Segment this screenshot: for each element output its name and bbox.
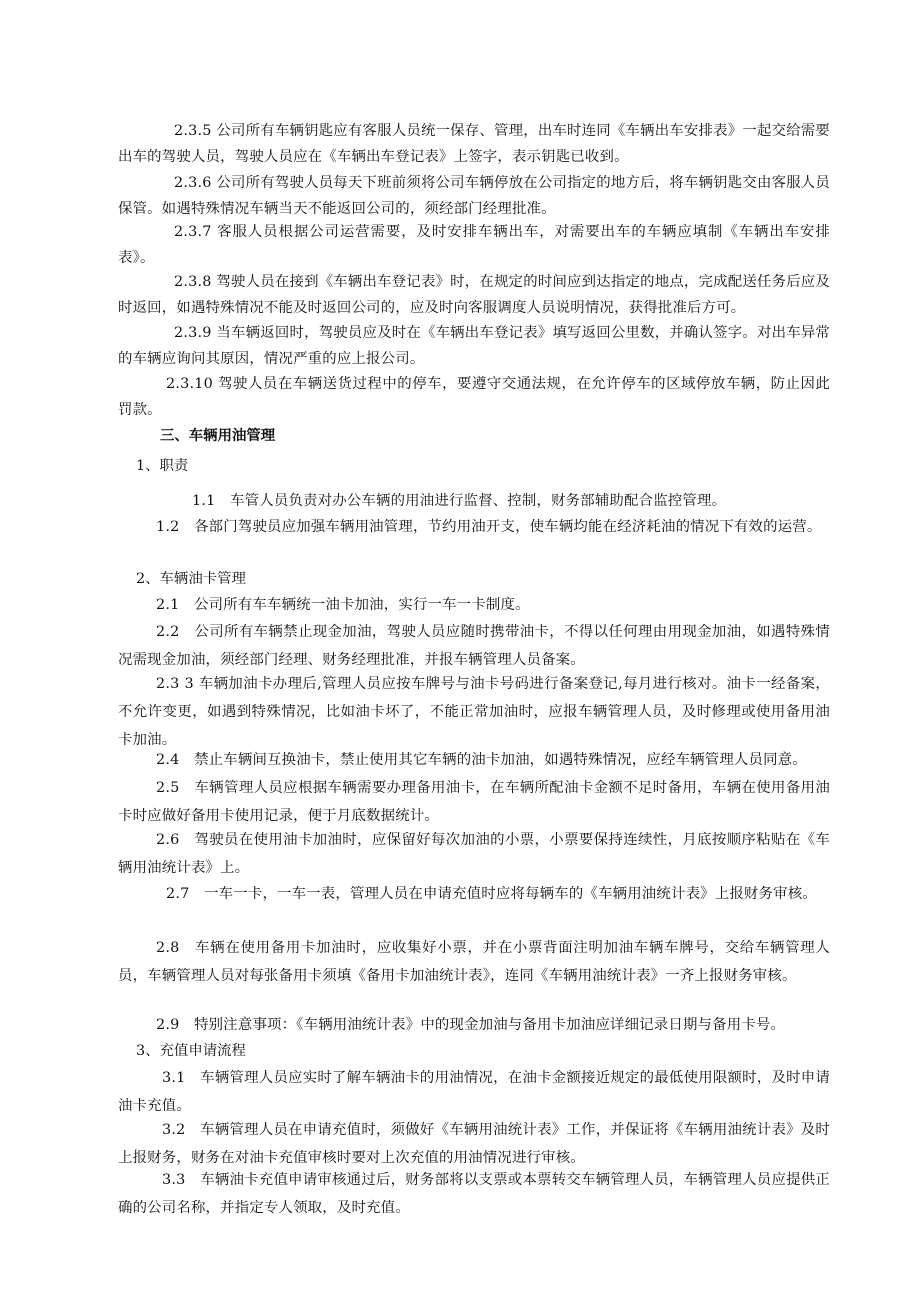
paragraph-text: 车辆加油卡办理后,管理人员应按车牌号与油卡号码进行备案登记,每月进行核对。油卡一经备案，不允许变更，如遇到特殊情况，比如油卡坏了，不能正常加油时，应报车辆管理人员，及时修理或使用备用油卡加油。 (118, 676, 831, 748)
paragraph-2-6 (118, 826, 830, 882)
subsection-title-recharge: 3、充值申请流程 (136, 1043, 246, 1059)
paragraph-text: 公司所有车车辆统一油卡加油，实行一车一卡制度。 (194, 597, 530, 613)
paragraph-1-1 (118, 488, 830, 514)
paragraph-number: 2.3.8 (174, 274, 217, 290)
paragraph-2-3-10 (118, 371, 830, 423)
paragraph-number: 2.4 (156, 752, 195, 768)
paragraph-text: 禁止车辆间互换油卡，禁止使用其它车辆的油卡加油，如遇特殊情况，应经车辆管理人员同意。 (194, 752, 807, 768)
paragraph-text: 驾驶员在使用油卡加油时，应保留好每次加油的小票，小票要保持连续性，月底按顺序粘贴在《车辆用油统计表》上。 (118, 832, 830, 876)
paragraph-2-9 (118, 1011, 830, 1039)
paragraph-2-3-6 (118, 170, 830, 222)
paragraph-number: 2.7 (166, 886, 205, 902)
paragraph-number: 2.8 (156, 940, 196, 956)
paragraph-text: 车辆管理人员应实时了解车辆油卡的用油情况，在油卡金额接近规定的最低使用限额时，及时申请油卡充值。 (118, 1070, 831, 1114)
paragraph-text: 当车辆返回时，驾驶员应及时在《车辆出车登记表》填写返回公里数，并确认签字。对出车异常的车辆应询问其原因，情况严重的应上报公司。 (118, 325, 831, 367)
paragraph-text: 车管人员负责对办公车辆的用油进行监督、控制，财务部辅助配合监控管理。 (230, 493, 727, 509)
paragraph-number: 3.2 (162, 1122, 201, 1138)
paragraph-number: 2.9 (156, 1017, 195, 1033)
paragraph-number: 3.3 (162, 1172, 201, 1188)
paragraph-2-1 (118, 592, 830, 618)
paragraph-number: 2.3.6 (174, 175, 217, 191)
paragraph-number: 2.5 (156, 780, 195, 796)
paragraph-number: 2.2 (156, 624, 195, 640)
paragraph-number: 2.3.7 (174, 224, 218, 240)
paragraph-number: 2.3.10 (166, 376, 219, 392)
paragraph-number: 2.6 (156, 832, 195, 848)
paragraph-text: 一车一卡，一车一表，管理人员在申请充值时应将每辆车的《车辆用油统计表》上报财务审核。 (204, 886, 817, 902)
paragraph-2-3-9 (118, 320, 830, 372)
paragraph-text: 车辆管理人员在申请充值时，须做好《车辆用油统计表》工作，并保证将《车辆用油统计表》及时上报财务，财务在对油卡充值审核时要对上次充值的用油情况进行审核。 (118, 1122, 831, 1166)
paragraph-2-4 (118, 746, 830, 774)
paragraph-text: 车辆在使用备用卡加油时，应收集好小票，并在小票背面注明加油车辆车牌号，交给车辆管理人员，车辆管理人员对每张备用卡须填《备用卡加油统计表》，连同《车辆用油统计表》一齐上报财务审核。 (118, 940, 831, 984)
paragraph-1-2 (136, 514, 830, 540)
paragraph-2-3 (118, 670, 830, 754)
paragraph-2-2 (118, 618, 830, 674)
paragraph-number: 3.1 (162, 1070, 201, 1086)
paragraph-number: 2.3.5 (174, 123, 217, 139)
paragraph-text: 公司所有车辆钥匙应有客服人员统一保存、管理，出车时连同《车辆出车安排表》一起交给需要出车的驾驶人员，驾驶人员应在《车辆出车登记表》上签字，表示钥匙已收到。 (118, 123, 831, 165)
paragraph-2-3-7 (118, 219, 830, 271)
paragraph-number: 2.3.9 (174, 325, 217, 341)
paragraph-2-3-8 (118, 269, 830, 321)
paragraph-3-2 (118, 1116, 830, 1172)
paragraph-text: 公司所有驾驶人员每天下班前须将公司车辆停放在公司指定的地方后，将车辆钥匙交由客服人员保管。如遇特殊情况车辆当天不能返回公司的，须经部门经理批准。 (118, 175, 831, 217)
paragraph-2-3-5 (118, 118, 830, 170)
paragraph-number: 1.1 (192, 493, 231, 509)
paragraph-text: 特别注意事项：《车辆用油统计表》中的现金加油与备用卡加油应详细记录日期与备用卡号。 (194, 1017, 786, 1033)
subsection-title-oil-card: 2、车辆油卡管理 (136, 571, 246, 587)
paragraph-number: 2.1 (156, 597, 195, 613)
paragraph-text: 驾驶人员在车辆送货过程中的停车，要遵守交通法规，在允许停车的区域停放车辆，防止因此罚款。 (118, 376, 831, 418)
section-title: 三、车辆用油管理 (160, 428, 276, 444)
paragraph-2-5 (118, 774, 830, 830)
paragraph-number: 2.3 3 (156, 676, 199, 692)
paragraph-2-7 (118, 880, 830, 908)
paragraph-text: 各部门驾驶员应加强车辆用油管理，节约用油开支，使车辆均能在经济耗油的情况下有效的运营。 (194, 519, 822, 535)
paragraph-text: 公司所有车辆禁止现金加油，驾驶人员应随时携带油卡，不得以任何理由用现金加油，如遇特殊情况需现金加油，须经部门经理、财务经理批准，并报车辆管理人员备案。 (118, 624, 830, 668)
paragraph-text: 驾驶人员在接到《车辆出车登记表》时，在规定的时间应到达指定的地点，完成配送任务后应及时返回，如遇特殊情况不能及时返回公司的，应及时向客服调度人员说明情况，获得批准后方可。 (118, 274, 831, 316)
paragraph-number: 1.2 (156, 519, 195, 535)
paragraph-text: 车辆管理人员应根据车辆需要办理备用油卡，在车辆所配油卡金额不足时备用，车辆在使用备用油卡时应做好备用卡使用记录，便于月底数据统计。 (118, 780, 830, 824)
paragraph-2-8 (118, 934, 830, 990)
subsection-title-duties: 1、职责 (136, 458, 189, 474)
paragraph-text: 车辆油卡充值申请审核通过后，财务部将以支票或本票转交车辆管理人员，车辆管理人员应提供正确的公司名称，并指定专人领取，及时充值。 (118, 1172, 831, 1216)
paragraph-text: 客服人员根据公司运营需要，及时安排车辆出车，对需要出车的车辆应填制《车辆出车安排表》。 (118, 224, 830, 266)
paragraph-3-1 (118, 1064, 830, 1120)
paragraph-3-3 (118, 1166, 830, 1222)
